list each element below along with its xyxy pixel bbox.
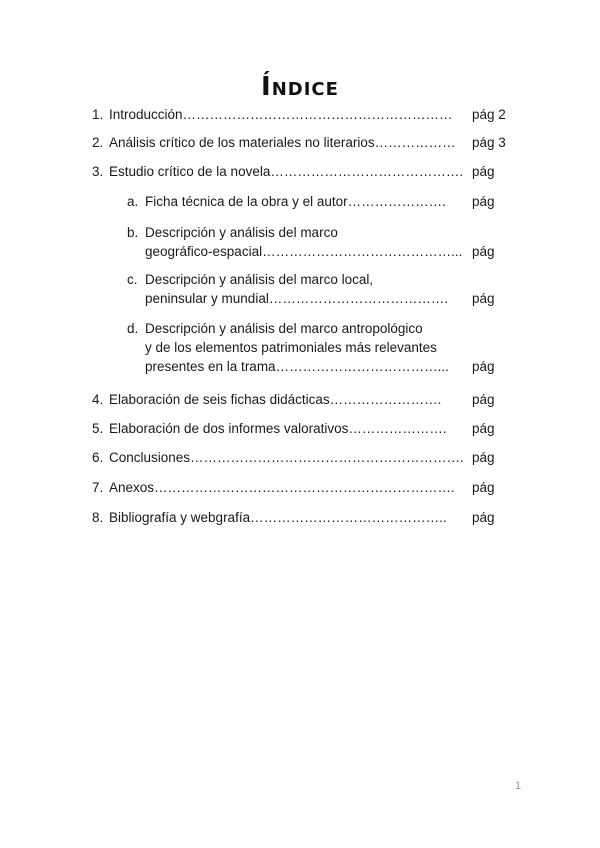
- toc-item-text: Estudio crítico de la novela…………………………………….: [109, 164, 464, 179]
- toc-item-text: Bibliografía y webgrafía……………………………………..: [109, 510, 447, 525]
- toc-item-page: pág: [472, 510, 495, 525]
- toc-item-text: presentes en la trama………………………………...: [145, 359, 449, 374]
- toc-item-text: Elaboración de seis fichas didácticas…………………….: [109, 392, 442, 407]
- toc-item-page: pág 2: [472, 107, 506, 122]
- toc-item-number: 4.: [92, 392, 104, 407]
- toc-item-number: 5.: [92, 421, 104, 436]
- toc-item-text: Análisis crítico de los materiales no literarios………………: [109, 135, 456, 150]
- toc-item-text: Ficha técnica de la obra y el autor………………….: [145, 194, 446, 209]
- toc-item-number: 7.: [92, 480, 104, 495]
- toc-item-text: Descripción y análisis del marco: [145, 225, 338, 240]
- toc-item-page: pág: [472, 194, 495, 209]
- toc-item-page: pág 3: [472, 135, 506, 150]
- toc-item-text: geográfico-espacial……………………………………...: [145, 244, 463, 259]
- toc-item-text: Conclusiones…………………………………………………….: [109, 450, 464, 465]
- toc-item-page: pág: [472, 164, 495, 179]
- toc-item-page: pág: [472, 291, 495, 306]
- toc-item-text: Elaboración de dos informes valorativos………………….: [109, 421, 447, 436]
- toc-item-text: Introducción……………………………………………………: [109, 107, 453, 122]
- toc-item-number: 6.: [92, 450, 104, 465]
- toc-item-page: pág: [472, 480, 495, 495]
- page-title: Índice: [261, 72, 339, 102]
- toc-item-number: 3.: [92, 164, 104, 179]
- toc-item-number: b.: [127, 225, 139, 240]
- toc-item-text: Descripción y análisis del marco local,: [145, 272, 374, 287]
- toc-item-number: d.: [127, 321, 139, 336]
- toc-item-number: 1.: [92, 107, 104, 122]
- toc-item-number: c.: [127, 272, 138, 287]
- toc-item-number: 2.: [92, 135, 104, 150]
- toc-item-text: y de los elementos patrimoniales más relevantes: [145, 340, 437, 355]
- toc-item-page: pág: [472, 359, 495, 374]
- toc-item-number: 8.: [92, 510, 104, 525]
- page-number: 1: [515, 780, 522, 792]
- toc-item-page: pág: [472, 244, 495, 259]
- toc-item-number: a.: [127, 194, 139, 209]
- toc-item-text: Descripción y análisis del marco antropológico: [145, 321, 423, 336]
- toc-item-text: peninsular y mundial………………………………….: [145, 291, 449, 306]
- toc-item-page: pág: [472, 421, 495, 436]
- toc-item-page: pág: [472, 450, 495, 465]
- toc-item-page: pág: [472, 392, 495, 407]
- toc-item-text: Anexos………………………………………………………….: [109, 480, 455, 495]
